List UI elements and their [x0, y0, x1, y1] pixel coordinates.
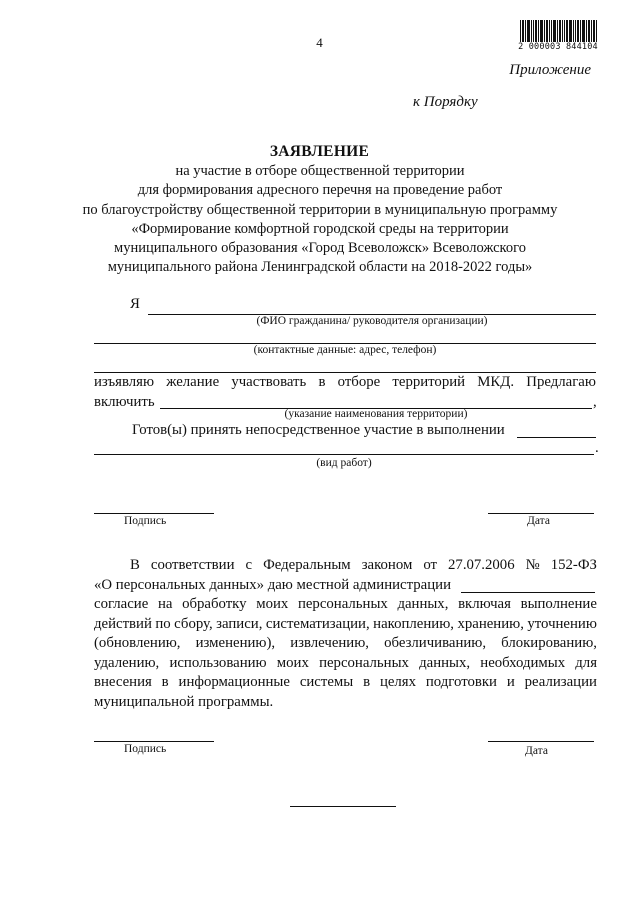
- i-label: Я: [130, 296, 140, 312]
- ready-text: Готов(ы) принять непосредственное участие в выполнении: [132, 422, 505, 438]
- appendix-label: Приложение: [509, 62, 591, 78]
- word: извлечению,: [290, 635, 369, 651]
- consent-line: [94, 634, 597, 654]
- consent-line: [130, 556, 597, 576]
- word: В: [130, 557, 140, 573]
- word: Федеральным: [263, 557, 351, 573]
- word: персональных: [319, 654, 409, 671]
- word: персональных: [297, 596, 388, 612]
- subtitle-line: муниципального образования «Город Всеволожск» Всеволожского: [114, 240, 526, 257]
- word: накоплению,: [373, 615, 454, 632]
- word: Предлагаю: [526, 374, 596, 390]
- signature-label-2: Подпись: [124, 743, 167, 755]
- word: внесения: [94, 674, 152, 690]
- word: 152-ФЗ: [550, 557, 597, 573]
- word: законом: [361, 557, 413, 573]
- barcode-image: [520, 20, 598, 42]
- word: блокированию,: [501, 635, 597, 651]
- word: территорий: [392, 374, 466, 390]
- period: .: [595, 440, 599, 456]
- word: целях: [379, 674, 417, 690]
- subtitle-line: муниципального района Ленинградской области на 2018-2022 годы»: [107, 259, 533, 276]
- consent-line: [94, 615, 597, 635]
- signature-line-2[interactable]: [94, 741, 214, 742]
- word: отборе: [337, 374, 381, 390]
- territory-caption: (указание наименования территории): [284, 408, 468, 420]
- consent-line: [94, 576, 597, 596]
- word: системы: [299, 674, 354, 690]
- subtitle-line: на участие в отборе общественной территории: [175, 163, 465, 179]
- footer-separator: [290, 806, 396, 807]
- word: удалению,: [94, 654, 160, 671]
- word: №: [525, 557, 540, 573]
- word: в: [161, 674, 169, 690]
- word: сбору,: [174, 615, 213, 632]
- word: обезличиванию,: [384, 635, 487, 651]
- word: выполнение: [520, 596, 597, 612]
- word: по: [155, 615, 171, 632]
- word: на: [157, 596, 173, 612]
- consent-line-last: муниципальной программы.: [94, 693, 274, 710]
- word: записи,: [216, 615, 263, 632]
- date-line[interactable]: [488, 513, 594, 514]
- word: участвовать: [231, 374, 307, 390]
- administration-text: «О персональных данных» даю местной администрации: [94, 576, 451, 593]
- date-label-2: Дата: [525, 745, 548, 757]
- word: информационные: [178, 674, 290, 690]
- contacts-field-line-2[interactable]: [94, 372, 596, 373]
- word: для: [575, 654, 597, 671]
- document-heading: ЗАЯВЛЕНИЕ: [269, 143, 370, 160]
- word: уточнению: [527, 615, 597, 632]
- subtitle-line: для формирования адресного перечня на проведение работ: [137, 182, 503, 199]
- consent-line: [94, 595, 597, 615]
- word: и: [506, 674, 515, 690]
- subtitle-line: по благоустройству общественной территории в муниципальную программу: [82, 201, 558, 218]
- word: включая: [458, 596, 511, 612]
- word: данных,: [397, 596, 449, 612]
- word: моих: [256, 596, 289, 612]
- word: от: [423, 557, 438, 573]
- page-number: 4: [316, 35, 323, 50]
- word: соответствии: [150, 557, 235, 573]
- word: в: [363, 674, 371, 690]
- word: моих: [276, 654, 309, 671]
- appendix-to-label: к Порядку: [413, 94, 478, 110]
- word: обработку: [182, 596, 247, 612]
- contacts-caption: (контактные данные: адрес, телефон): [253, 344, 437, 356]
- word: данных,: [419, 654, 471, 671]
- word: использованию: [169, 654, 267, 671]
- signature-label: Подпись: [124, 515, 167, 527]
- word: необходимых: [480, 654, 566, 671]
- word: реализации: [524, 674, 597, 690]
- include-label: включить: [94, 394, 155, 410]
- barcode-number: 2 000003 844104: [518, 42, 598, 52]
- name-caption: (ФИО гражданина/ руководителя организации): [256, 315, 488, 327]
- word: хранению,: [457, 615, 524, 632]
- works-caption: (вид работ): [316, 457, 372, 469]
- comma: ,: [593, 394, 597, 410]
- ready-field-line[interactable]: [517, 437, 596, 438]
- word: систематизации,: [265, 615, 370, 632]
- word: изъявляю: [94, 374, 155, 390]
- word: подготовки: [425, 674, 497, 690]
- consent-line: [94, 673, 597, 693]
- document-subtitle: [60, 162, 580, 278]
- word: желание: [166, 374, 220, 390]
- date-label: Дата: [527, 515, 550, 527]
- administration-field-line[interactable]: [461, 592, 595, 593]
- wish-line: [94, 374, 596, 391]
- word: в: [318, 374, 326, 390]
- word: с: [245, 557, 253, 573]
- works-field-line[interactable]: [94, 454, 594, 455]
- date-line-2[interactable]: [488, 741, 594, 742]
- word: действий: [94, 615, 152, 632]
- word: (обновлению,: [94, 635, 181, 651]
- signature-line[interactable]: [94, 513, 214, 514]
- word: 27.07.2006: [448, 557, 515, 573]
- word: МКД.: [477, 374, 515, 390]
- word: согласие: [94, 596, 149, 612]
- word: изменению),: [195, 635, 276, 651]
- subtitle-line: «Формирование комфортной городской среды на территории: [131, 220, 509, 237]
- consent-line: [94, 654, 597, 674]
- consent-paragraph: [94, 556, 597, 712]
